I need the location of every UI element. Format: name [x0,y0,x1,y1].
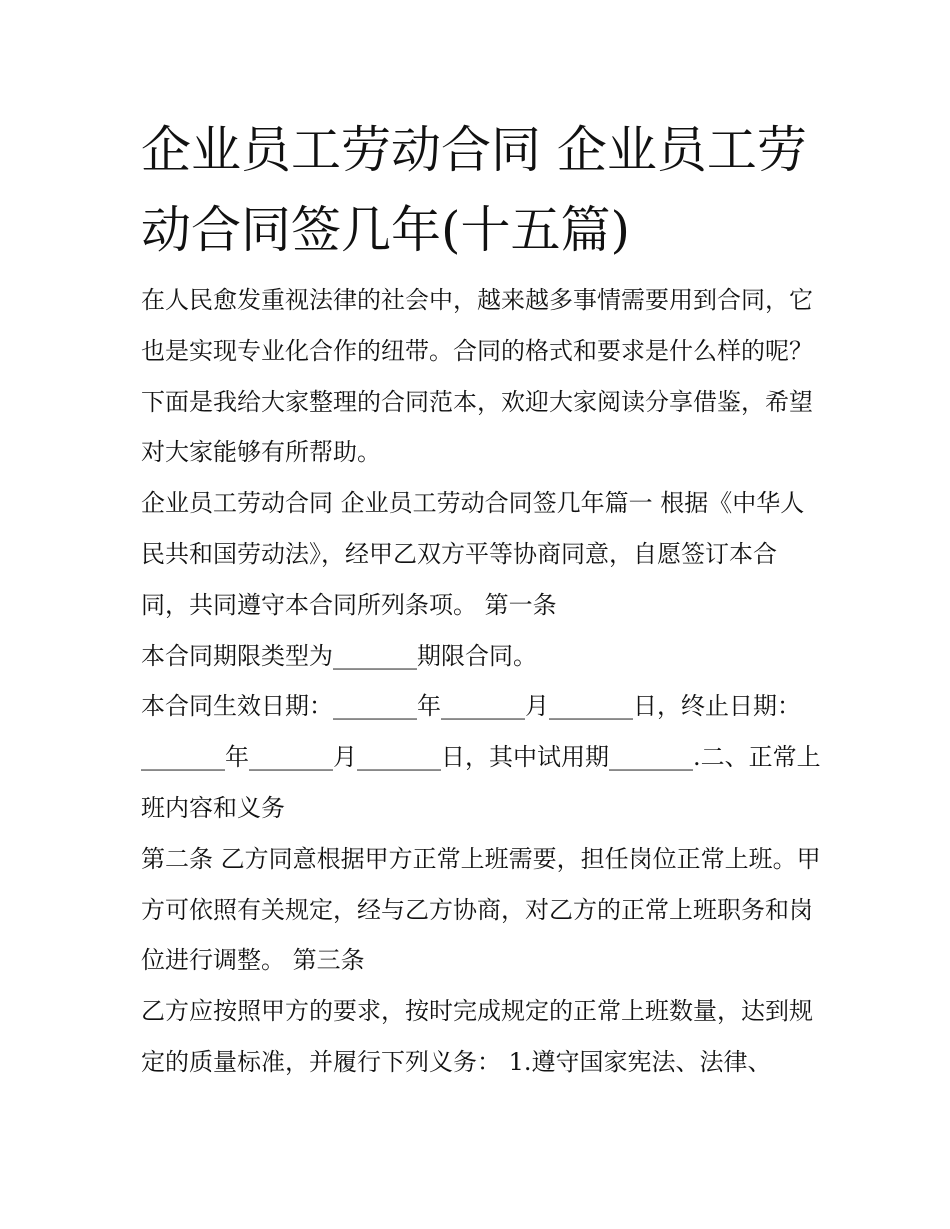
document-title: 企业员工劳动合同 企业员工劳动合同签几年(十五篇) [141,121,807,259]
paragraph-effective-date: 本合同生效日期：_______年_______月_______日，终止日期：_______年_______月_______日，其中试用期_______.二、正常上班内容和义务 [141,692,821,822]
paragraph-article-two: 第二条 乙方同意根据甲方正常上班需要，担任岗位正常上班。甲方可依照有关规定，经与乙方协商，对乙方的正常上班职务和岗位进行调整。 第三条 [141,844,821,975]
paragraph-article-three: 乙方应按照甲方的要求，按时完成规定的正常上班数量，达到规定的质量标准，并履行下列义务： 1.遵守国家宪法、法律、 [141,997,813,1076]
paragraph-preamble: 企业员工劳动合同 企业员工劳动合同签几年篇一 根据《中华人民共和国劳动法》，经甲乙双方平等协商同意，自愿签订本合同，共同遵守本合同所列条项。 第一条 [141,489,805,619]
document-body [141,275,821,1088]
paragraph-intro: 在人民愈发重视法律的社会中，越来越多事情需要用到合同，它也是实现专业化合作的纽带。合同的格式和要求是什么样的呢？下面是我给大家整理的合同范本，欢迎大家阅读分享借鉴，希望对大家能够有所帮助。 [141,286,813,467]
paragraph-term-type: 本合同期限类型为_______期限合同。 [141,641,537,670]
